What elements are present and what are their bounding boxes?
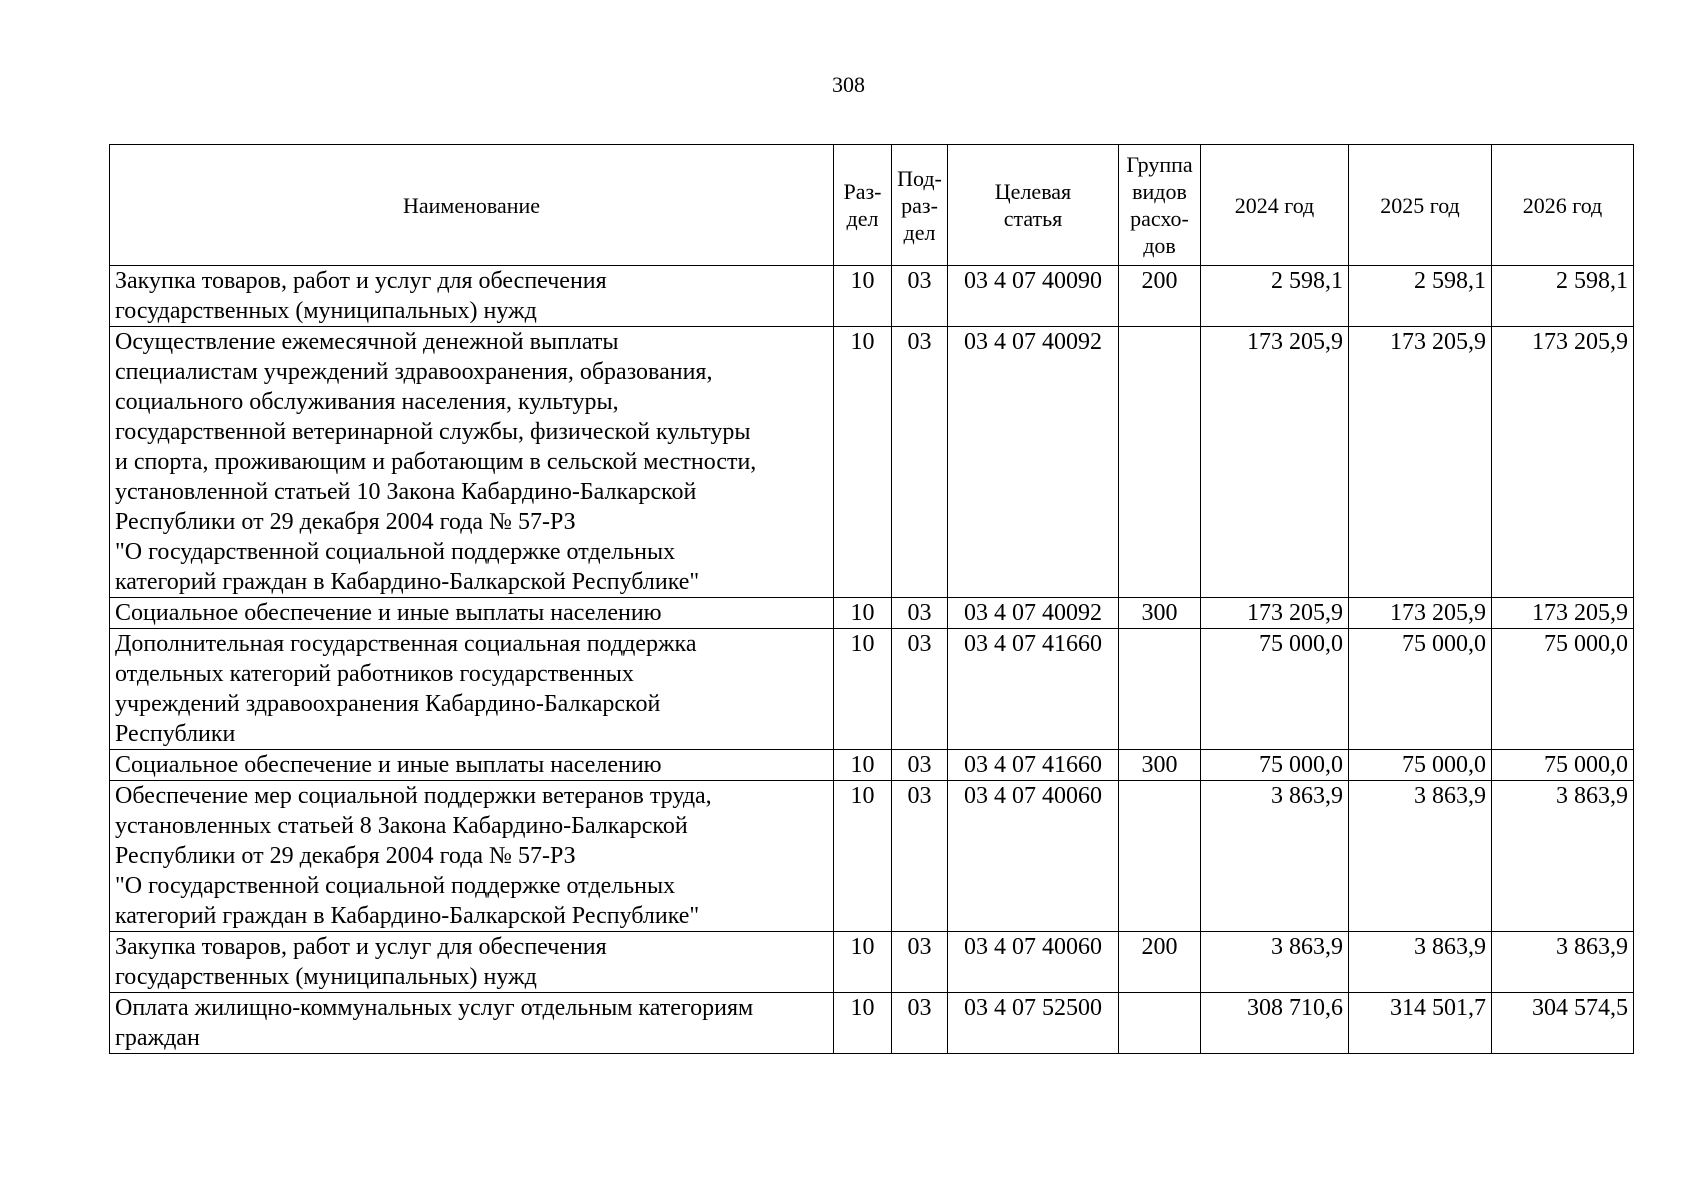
page-number: 308 — [832, 72, 865, 97]
row-2025: 314 501,7 — [1349, 993, 1492, 1054]
row-subsection: 03 — [892, 993, 948, 1054]
row-2026: 173 205,9 — [1492, 327, 1634, 598]
header-subsection: Под- раз- дел — [892, 145, 948, 266]
row-2024: 308 710,6 — [1201, 993, 1349, 1054]
row-name: Оплата жилищно-коммунальных услуг отдельным категориям граждан — [110, 993, 834, 1054]
row-2025: 75 000,0 — [1349, 629, 1492, 750]
row-name: Социальное обеспечение и иные выплаты населению — [110, 598, 834, 629]
row-section: 10 — [834, 932, 892, 993]
row-2024: 3 863,9 — [1201, 932, 1349, 993]
table-row — [110, 327, 1634, 598]
row-target: 03 4 07 40090 — [948, 266, 1119, 327]
row-target: 03 4 07 40060 — [948, 932, 1119, 993]
row-2024: 2 598,1 — [1201, 266, 1349, 327]
row-subsection: 03 — [892, 932, 948, 993]
row-target: 03 4 07 41660 — [948, 629, 1119, 750]
row-2026: 2 598,1 — [1492, 266, 1634, 327]
row-section: 10 — [834, 993, 892, 1054]
row-name: Закупка товаров, работ и услуг для обеспечения государственных (муниципальных) нужд — [110, 932, 834, 993]
row-2025: 173 205,9 — [1349, 327, 1492, 598]
header-2024: 2024 год — [1201, 145, 1349, 266]
table-header-row — [110, 145, 1634, 266]
header-name: Наименование — [110, 145, 834, 266]
row-2025: 2 598,1 — [1349, 266, 1492, 327]
row-2026: 75 000,0 — [1492, 750, 1634, 781]
table-row — [110, 993, 1634, 1054]
row-group: 200 — [1119, 932, 1201, 993]
row-name: Дополнительная государственная социальная поддержка отдельных категорий работников государственных учреждений здравоохранения Кабардино-Балкарской Республики — [110, 629, 834, 750]
header-2026: 2026 год — [1492, 145, 1634, 266]
row-target: 03 4 07 41660 — [948, 750, 1119, 781]
row-section: 10 — [834, 598, 892, 629]
table-row — [110, 750, 1634, 781]
row-section: 10 — [834, 327, 892, 598]
table-row — [110, 598, 1634, 629]
table-row — [110, 932, 1634, 993]
header-2025: 2025 год — [1349, 145, 1492, 266]
row-2024: 3 863,9 — [1201, 781, 1349, 932]
row-2026: 3 863,9 — [1492, 781, 1634, 932]
row-2026: 173 205,9 — [1492, 598, 1634, 629]
row-target: 03 4 07 40092 — [948, 598, 1119, 629]
row-2025: 3 863,9 — [1349, 932, 1492, 993]
row-2026: 3 863,9 — [1492, 932, 1634, 993]
row-subsection: 03 — [892, 327, 948, 598]
row-group: 200 — [1119, 266, 1201, 327]
table-row — [110, 266, 1634, 327]
row-2026: 75 000,0 — [1492, 629, 1634, 750]
row-name: Социальное обеспечение и иные выплаты населению — [110, 750, 834, 781]
row-section: 10 — [834, 750, 892, 781]
row-target: 03 4 07 52500 — [948, 993, 1119, 1054]
budget-table — [109, 144, 1634, 1054]
row-group — [1119, 993, 1201, 1054]
row-section: 10 — [834, 781, 892, 932]
row-group — [1119, 327, 1201, 598]
row-target: 03 4 07 40092 — [948, 327, 1119, 598]
row-2024: 75 000,0 — [1201, 629, 1349, 750]
table-row — [110, 629, 1634, 750]
row-2025: 3 863,9 — [1349, 781, 1492, 932]
table-row — [110, 781, 1634, 932]
row-target: 03 4 07 40060 — [948, 781, 1119, 932]
row-subsection: 03 — [892, 598, 948, 629]
row-subsection: 03 — [892, 629, 948, 750]
header-group: Группа видов расхо- дов — [1119, 145, 1201, 266]
row-name: Обеспечение мер социальной поддержки ветеранов труда, установленных статьей 8 Закона Кабардино-Балкарской Республики от 29 декабря 2004 года № 57-РЗ "О государственной социальной поддержке отдельных категорий граждан в Кабардино-Балкарской Республике" — [110, 781, 834, 932]
row-group — [1119, 781, 1201, 932]
header-target: Целевая статья — [948, 145, 1119, 266]
row-2024: 173 205,9 — [1201, 327, 1349, 598]
row-2025: 75 000,0 — [1349, 750, 1492, 781]
row-group: 300 — [1119, 750, 1201, 781]
row-name: Закупка товаров, работ и услуг для обеспечения государственных (муниципальных) нужд — [110, 266, 834, 327]
row-name: Осуществление ежемесячной денежной выплаты специалистам учреждений здравоохранения, образования, социального обслуживания населения, культуры, государственной ветеринарной службы, физической культуры и спорта, проживающим и работающим в сельской местности, установленной статьей 10 Закона Кабардино-Балкарской Республики от 29 декабря 2004 года № 57-РЗ "О государственной социальной поддержке отдельных категорий граждан в Кабардино-Балкарской Республике" — [110, 327, 834, 598]
row-2024: 75 000,0 — [1201, 750, 1349, 781]
row-2025: 173 205,9 — [1349, 598, 1492, 629]
row-section: 10 — [834, 629, 892, 750]
row-group — [1119, 629, 1201, 750]
row-2024: 173 205,9 — [1201, 598, 1349, 629]
row-section: 10 — [834, 266, 892, 327]
row-subsection: 03 — [892, 266, 948, 327]
row-subsection: 03 — [892, 750, 948, 781]
row-group: 300 — [1119, 598, 1201, 629]
header-section: Раз- дел — [834, 145, 892, 266]
row-2026: 304 574,5 — [1492, 993, 1634, 1054]
row-subsection: 03 — [892, 781, 948, 932]
